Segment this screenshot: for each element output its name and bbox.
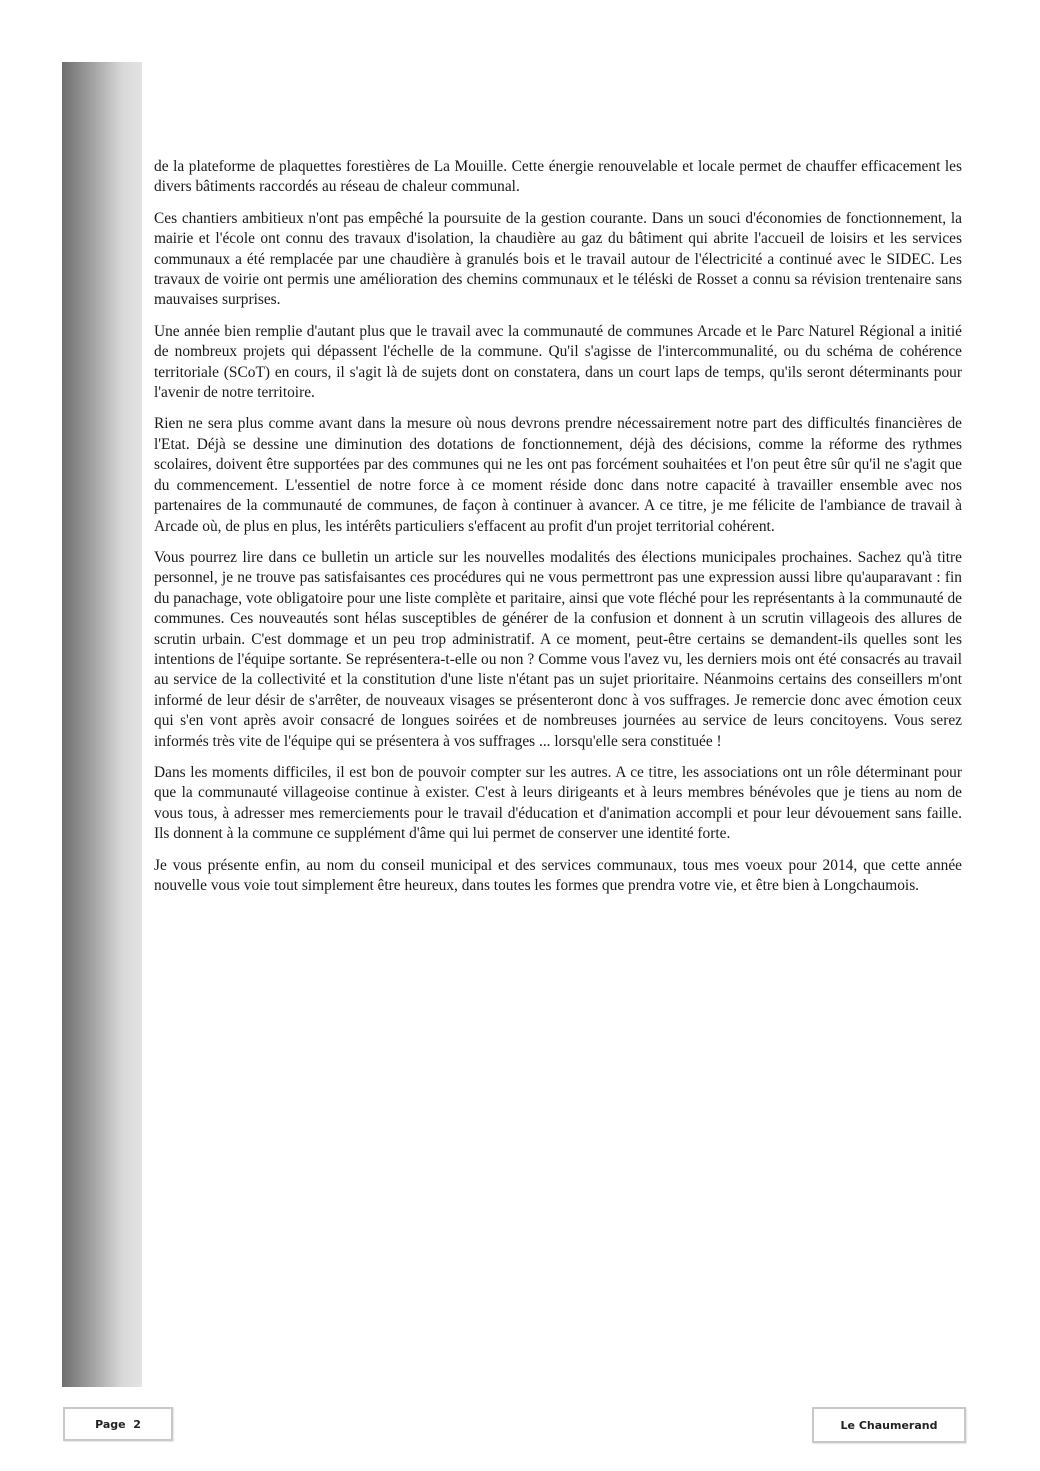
paragraph: Je vous présente enfin, au nom du conseil municipal et des services communaux, tous mes voeux pour 2014, que cette année nouvelle vous voie tout simplement être heureux, dans toutes les formes que prendra votre vie, et être bien à Longchaumois. — [154, 856, 962, 894]
article-body — [154, 157, 962, 907]
paragraph: Ces chantiers ambitieux n'ont pas empêché la poursuite de la gestion courante. Dans un souci d'économies de fonctionnement, la mairie et l'école ont connu des travaux d'isolation, la chaudière au gaz du bâtiment qui abrite l'accueil de loisirs et les services communaux a été remplacée par une chaudière à granulés bois et le travail autour de l'électricité a continué avec le SIDEC. Les travaux de voirie ont permis une amélioration des chemins communaux et le téléski de Rosset a connu sa révision trentenaire sans mauvaises surprises. — [154, 209, 962, 309]
page-number-box — [63, 1407, 173, 1441]
page-number: Page 2 — [95, 1417, 141, 1431]
paragraph: Rien ne sera plus comme avant dans la mesure où nous devrons prendre nécessairement notre part des difficultés financières de l'Etat. Déjà se dessine une diminution des dotations de fonctionnement, déjà des décisions, comme la réforme des rythmes scolaires, doivent être supportées par des communes qui ne les ont pas forcément souhaitées et l'on peut être sûr qu'il ne s'agit que du commencement. L'essentiel de notre force à ce moment réside donc dans notre capacité à travailler ensemble avec nos partenaires de la communauté de communes, de façon à continuer à avancer. A ce titre, je me félicite de l'ambiance de travail à Arcade où, de plus en plus, les intérêts particuliers s'effacent au profit d'un projet territorial cohérent. — [154, 415, 962, 535]
paragraph: Vous pourrez lire dans ce bulletin un article sur les nouvelles modalités des élections municipales prochaines. Sachez qu'à titre personnel, je ne trouve pas satisfaisantes ces procédures qui ne vous permettront pas une expression aussi libre qu'auparavant : fin du panachage, vote obligatoire pour une liste complète et paritaire, ainsi que vote fléché pour les représentants à la communauté de communes. Ces nouveautés sont hélas susceptibles de générer de la confusion et donnent à un scrutin villageois des allures de scrutin urbain. C'est dommage et un peu trop administratif. A ce moment, peut-être certains se demandent-ils quelles sont les intentions de l'équipe sortante. Se représentera-t-elle ou non ? Comme vous l'avez vu, les derniers mois ont été consacrés au travail au service de la collectivité et la constitution d'une liste n'étant pas un sujet prioritaire. Néanmoins certains des conseillers m'ont informé de leur désir de s'arrêter, de nouveaux visages se présenteront donc à vos suffrages. Je remercie donc avec émotion ceux qui s'en vont après avoir consacré de longues soirées et de nombreuses journées au service de leurs concitoyens. Vous serez informés très vite de l'équipe qui se présentera à vos suffrages ... lorsqu'elle sera constituée ! — [154, 548, 962, 750]
paragraph: Une année bien remplie d'autant plus que le travail avec la communauté de communes Arcade et le Parc Naturel Régional a initié de nombreux projets qui dépassent l'échelle de la commune. Qu'il s'agisse de l'intercommunalité, ou du schéma de cohérence territoriale (SCoT) en cours, il s'agit là de sujets dont on constatera, dans un court laps de temps, qu'ils seront déterminants pour l'avenir de notre territoire. — [154, 322, 962, 402]
paragraph: de la plateforme de plaquettes forestières de La Mouille. Cette énergie renouvelable et locale permet de chauffer efficacement les divers bâtiments raccordés au réseau de chaleur communal. — [154, 158, 962, 196]
publication-title: Le Chaumerand — [840, 1418, 938, 1432]
decorative-gradient-bar — [62, 62, 142, 1387]
publication-title-box — [812, 1407, 966, 1443]
paragraph: Dans les moments difficiles, il est bon de pouvoir compter sur les autres. A ce titre, les associations ont un rôle déterminant pour que la communauté villageoise continue à exister. C'est à leurs dirigeants et à leurs membres bénévoles que je tiens au nom de vous tous, à adresser mes remerciements pour le travail d'éducation et d'animation accompli et pour leur dévouement sans faille. Ils donnent à la commune ce supplément d'âme qui lui permet de conserver une identité forte. — [154, 763, 962, 843]
